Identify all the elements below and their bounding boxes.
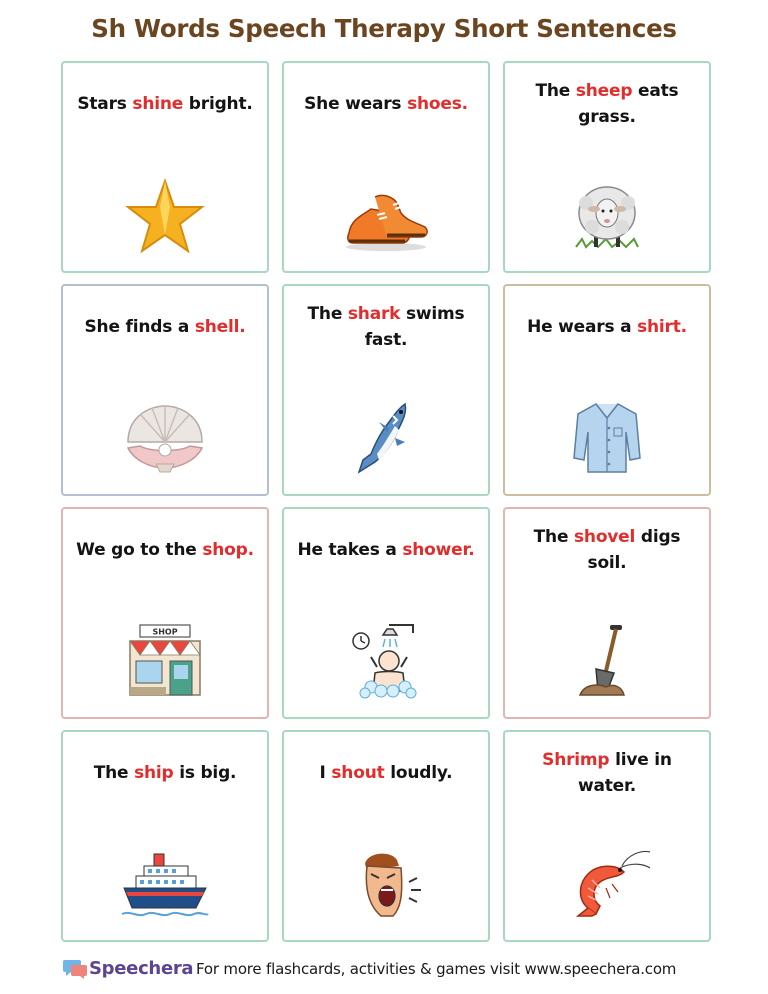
target-word: Shrimp: [542, 750, 610, 770]
card-sentence: [292, 760, 480, 786]
shell-icon: [120, 398, 210, 478]
target-word: shirt.: [637, 317, 687, 337]
target-word: shower.: [402, 540, 475, 560]
card-sentence: [71, 314, 259, 340]
target-word: ship: [134, 763, 174, 783]
card-sentence: [71, 760, 259, 786]
speech-bubble-logo-icon: [62, 956, 88, 980]
card-sentence: [513, 524, 701, 576]
flashcard: [61, 730, 269, 942]
sentence-text: is big.: [173, 763, 237, 783]
shirt-icon: [562, 398, 652, 478]
sentence-text: I: [319, 763, 332, 783]
flashcard: [503, 284, 711, 496]
flashcard: [503, 507, 711, 719]
flashcard: [282, 730, 490, 942]
sentence-text: loudly.: [384, 763, 453, 783]
shoes-icon: [341, 175, 431, 255]
flashcard: [61, 61, 269, 273]
sheep-icon: [562, 175, 652, 255]
flashcard: [282, 284, 490, 496]
sentence-text: The: [307, 304, 348, 324]
sentence-text: He takes a: [297, 540, 403, 560]
shout-icon: [341, 844, 431, 924]
card-sentence: [292, 537, 480, 563]
shrimp-icon: [562, 844, 652, 924]
card-sentence: [71, 537, 259, 563]
sentence-text: swims fast.: [364, 304, 465, 350]
target-word: sheep: [575, 81, 633, 101]
page-title: Sh Words Speech Therapy Short Sentences: [91, 14, 677, 43]
sentence-text: bright.: [183, 94, 253, 114]
sentence-text: We go to the: [76, 540, 203, 560]
shark-icon: [341, 398, 431, 478]
target-word: shop.: [202, 540, 254, 560]
card-sentence: [292, 301, 480, 353]
flashcard: [282, 61, 490, 273]
sentence-text: live in water.: [577, 750, 672, 796]
card-sentence: [513, 314, 701, 340]
sentence-text: He wears a: [527, 317, 638, 337]
target-word: shell.: [194, 317, 246, 337]
sentence-text: She wears: [304, 94, 408, 114]
sentence-text: She finds a: [84, 317, 195, 337]
sentence-text: The: [93, 763, 135, 783]
flashcard: [61, 507, 269, 719]
target-word: shout: [331, 763, 385, 783]
footer: [0, 956, 768, 982]
card-sentence: [513, 78, 701, 130]
shop-icon: [120, 621, 210, 701]
target-word: shoes.: [407, 94, 468, 114]
card-sentence: [513, 747, 701, 799]
shower-icon: [341, 621, 431, 701]
flashcard: [503, 730, 711, 942]
sentence-text: The: [533, 527, 574, 547]
flashcard: [61, 284, 269, 496]
sentence-text: eats grass.: [578, 81, 679, 127]
target-word: shine: [132, 94, 184, 114]
card-sentence: [71, 91, 259, 117]
sentence-text: The: [535, 81, 576, 101]
flashcard: [282, 507, 490, 719]
card-sentence: [292, 91, 480, 117]
target-word: shovel: [574, 527, 636, 547]
target-word: shark: [347, 304, 401, 324]
sentence-text: Stars: [77, 94, 133, 114]
ship-icon: [120, 844, 210, 924]
shovel-icon: [562, 621, 652, 701]
star-icon: [120, 175, 210, 255]
footer-text: For more flashcards, activities & games visit www.speechera.com: [196, 960, 677, 978]
sentence-text: digs soil.: [587, 527, 681, 573]
flashcard-grid: [61, 61, 711, 942]
brand-name: Speechera: [89, 958, 194, 979]
flashcard: [503, 61, 711, 273]
shop-sign-text: SHOP: [152, 627, 178, 637]
